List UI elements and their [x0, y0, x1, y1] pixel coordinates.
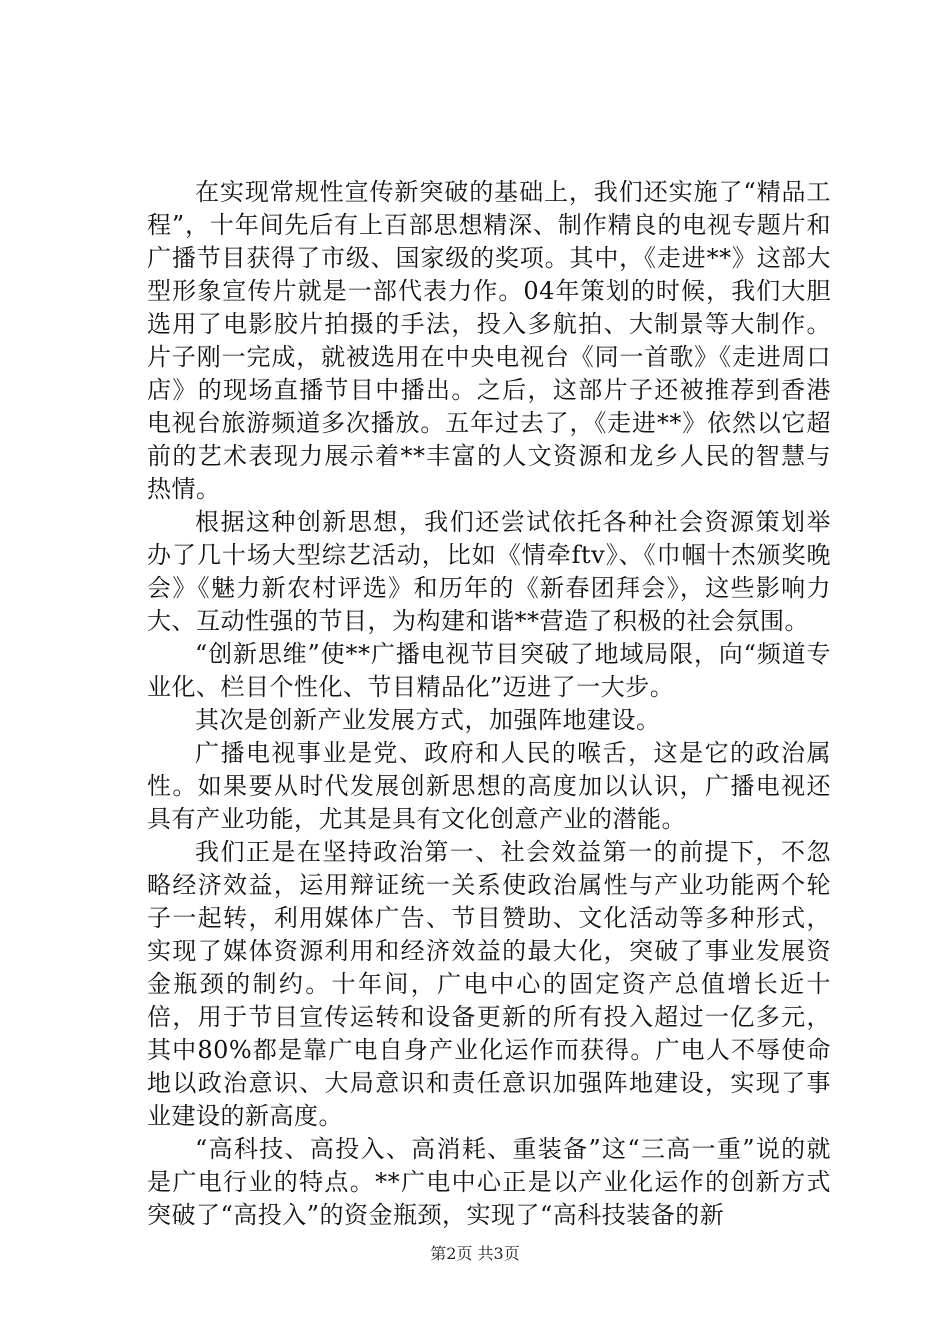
paragraph: 在实现常规性宣传新突破的基础上，我们还实施了“精品工程”，十年间先后有上百部思想精深、制作精良的电视专题片和广播节目获得了市级、国家级的奖项。其中，《走进**》这部大型形象宣传片就是一部代表力作。04年策划的时候，我们大胆选用了电影胶片拍摄的手法，投入多航拍、大制景等大制作。片子刚一完成，就被选用在中央电视台《同一首歌》《走进周口店》的现场直播节目中播出。之后，这部片子还被推荐到香港电视台旅游频道多次播放。五年过去了，《走进**》依然以它超前的艺术表现力展示着**丰富的人文资源和龙乡人民的智慧与热情。 — [147, 178, 831, 503]
paragraph: 广播电视事业是党、政府和人民的喉舌，这是它的政治属性。如果要从时代发展创新思想的高度加以认识，广播电视还具有产业功能，尤其是具有文化创意产业的潜能。 — [147, 739, 831, 833]
paragraph: 其次是创新产业发展方式，加强阵地建设。 — [195, 706, 661, 734]
paragraph: “创新思维”使**广播电视节目突破了地域局限，向“频道专业化、栏目个性化、节目精品化”迈进了一大步。 — [147, 640, 831, 701]
paragraph: 根据这种创新思想，我们还尝试依托各种社会资源策划举办了几十场大型综艺活动，比如《情牵ftv》、《巾帼十杰颁奖晚会》《魅力新农村评选》和历年的《新春团拜会》，这些影响力大、互动性强的节目，为构建和谐**营造了积极的社会氛围。 — [147, 508, 831, 635]
paragraph: “高科技、高投入、高消耗、重装备”这“三高一重”说的就是广电行业的特点。**广电中心正是以产业化运作的创新方式突破了“高投入”的资金瓶颈，实现了“高科技装备的新 — [147, 1135, 831, 1229]
page-footer: 第2页 共3页 — [430, 1244, 520, 1263]
document-body — [147, 176, 831, 1232]
paragraph: 我们正是在坚持政治第一、社会效益第一的前提下，不忽略经济效益，运用辩证统一关系使政治属性与产业功能两个轮子一起转，利用媒体广告、节目赞助、文化活动等多种形式，实现了媒体资源利用和经济效益的最大化，突破了事业发展资金瓶颈的制约。十年间，广电中心的固定资产总值增长近十倍，用于节目宣传运转和设备更新的所有投入超过一亿多元，其中80%都是靠广电自身产业化运作而获得。广电人不辱使命地以政治意识、大局意识和责任意识加强阵地建设，实现了事业建设的新高度。 — [147, 838, 831, 1130]
